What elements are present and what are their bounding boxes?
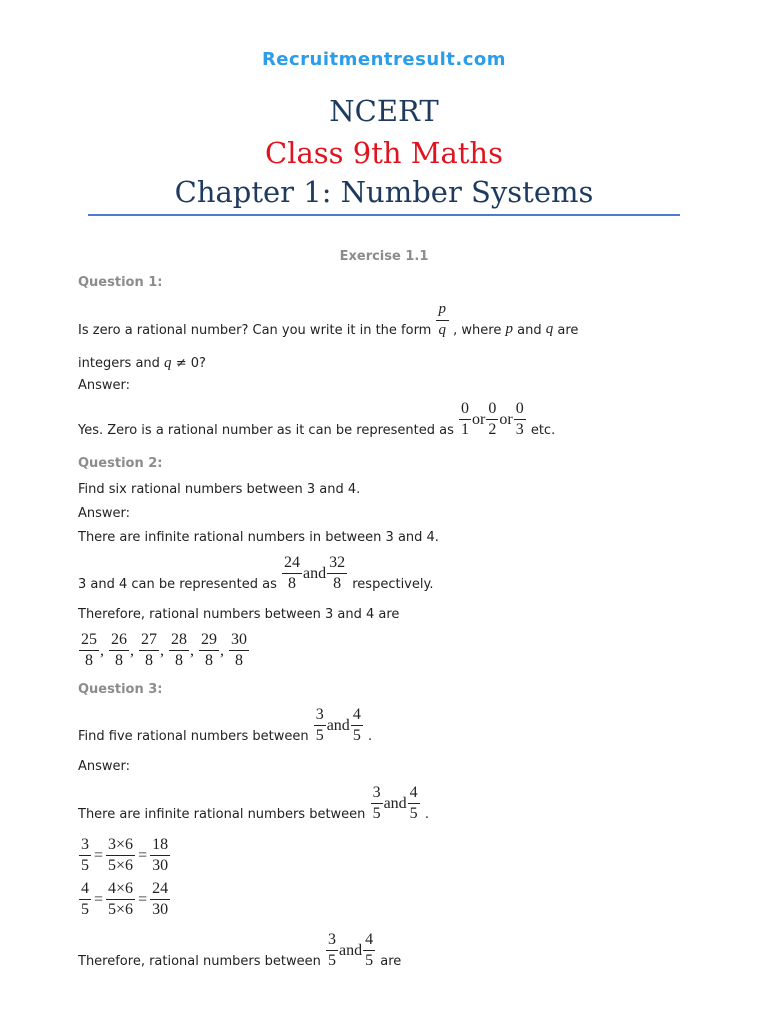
question-1-text-line2: integers and q ≠ 0? bbox=[78, 355, 206, 371]
q3-answer-line1: There are infinite rational numbers between $\frac{3}{5}$ and $\frac{4}{5}$ . bbox=[78, 784, 429, 822]
q2-answer-label: Answer: bbox=[78, 506, 131, 521]
fraction-3-5: $\frac{3}{5}$ bbox=[315, 706, 324, 744]
question-2-label: Question 2: bbox=[78, 456, 163, 471]
eq1-mid: $\frac{3\times 6}{5\times 6}$ bbox=[108, 836, 134, 874]
question-3-label: Question 3: bbox=[78, 682, 163, 697]
fraction-4-5: $\frac{4}{5}$ bbox=[365, 931, 374, 969]
title-divider bbox=[88, 214, 680, 216]
eq1-right: $\frac{18}{30}$ bbox=[152, 836, 169, 874]
fraction-3-5: $\frac{3}{5}$ bbox=[328, 931, 337, 969]
p-over-q-fraction: $\frac{p}{q}$ bbox=[436, 302, 450, 338]
question-1-label: Question 1: bbox=[78, 275, 163, 290]
fraction-0-2: $\frac{0}{2}$ bbox=[488, 400, 497, 438]
q3-answer-last: Therefore, rational numbers between $\frac{3}{5}$ and $\frac{4}{5}$ are bbox=[78, 931, 402, 969]
fraction-4-5: $\frac{4}{5}$ bbox=[409, 784, 418, 822]
fraction-0-3: $\frac{0}{3}$ bbox=[515, 400, 524, 438]
q2-answer-line3: Therefore, rational numbers between 3 and 4 are bbox=[78, 607, 400, 622]
q1-answer-text: Yes. Zero is a rational number as it can be represented as $\frac{0}{1}$ or $\frac{0}{2}$ or $\frac{0}{3}$ etc. bbox=[78, 400, 556, 438]
fraction-24-8: $\frac{24}{8}$ bbox=[284, 554, 300, 592]
q2-answer-line2: 3 and 4 can be represented as $\frac{24}{8}$ and $\frac{32}{8}$ respectively. bbox=[78, 554, 434, 592]
exercise-heading: Exercise 1.1 bbox=[339, 249, 429, 264]
question-3-text: Find five rational numbers between $\frac{3}{5}$ and $\frac{4}{5}$ . bbox=[78, 706, 373, 744]
doc-title-ncert: NCERT bbox=[329, 94, 439, 128]
fraction-28-8: $\frac{28}{8}$ bbox=[171, 631, 187, 669]
question-2-text: Find six rational numbers between 3 and 4. bbox=[78, 482, 361, 497]
doc-title-class: Class 9th Maths bbox=[265, 136, 503, 170]
eq2-right: $\frac{24}{30}$ bbox=[152, 880, 169, 918]
q2-fraction-list: $\frac{25}{8}$ , $\frac{26}{8}$ , $\frac{27}{8}$ , $\frac{28}{8}$ , $\frac{29}{8}$ , $\frac{30}{8}$ bbox=[81, 631, 247, 669]
question-1-text: Is zero a rational number? Can you write it in the form $\frac{p}{q}$ , where p and q are bbox=[78, 301, 579, 338]
fraction-4-5: $\frac{4}{5}$ bbox=[352, 706, 361, 744]
q3-answer-label: Answer: bbox=[78, 759, 131, 774]
doc-title-chapter: Chapter 1: Number Systems bbox=[174, 175, 594, 209]
eq1-left: $\frac{3}{5}$ bbox=[81, 836, 89, 874]
fraction-32-8: $\frac{32}{8}$ bbox=[329, 554, 346, 592]
fraction-29-8: $\frac{29}{8}$ bbox=[201, 631, 217, 669]
fraction-3-5: $\frac{3}{5}$ bbox=[372, 784, 381, 822]
fraction-25-8: $\frac{25}{8}$ bbox=[81, 631, 97, 669]
fraction-26-8: $\frac{26}{8}$ bbox=[111, 631, 127, 669]
eq2-left: $\frac{4}{5}$ bbox=[81, 880, 89, 918]
fraction-27-8: $\frac{27}{8}$ bbox=[141, 631, 157, 669]
equation-3-over-5: $\frac{3}{5}$ = $\frac{3\times 6}{5\times 6}$ = $\frac{18}{30}$ bbox=[81, 836, 169, 874]
equation-4-over-5: $\frac{4}{5}$ = $\frac{4\times 6}{5\times 6}$ = $\frac{24}{30}$ bbox=[81, 880, 169, 918]
q2-answer-line1: There are infinite rational numbers in between 3 and 4. bbox=[78, 530, 439, 545]
fraction-0-1: $\frac{0}{1}$ bbox=[461, 400, 470, 438]
site-title: Recruitmentresult.com bbox=[261, 49, 507, 70]
q1-answer-label: Answer: bbox=[78, 378, 131, 393]
q1-text-a: Is zero a rational number? Can you write it in the form bbox=[78, 323, 432, 338]
eq2-mid: $\frac{4\times 6}{5\times 6}$ bbox=[108, 880, 134, 918]
fraction-30-8: $\frac{30}{8}$ bbox=[231, 631, 247, 669]
